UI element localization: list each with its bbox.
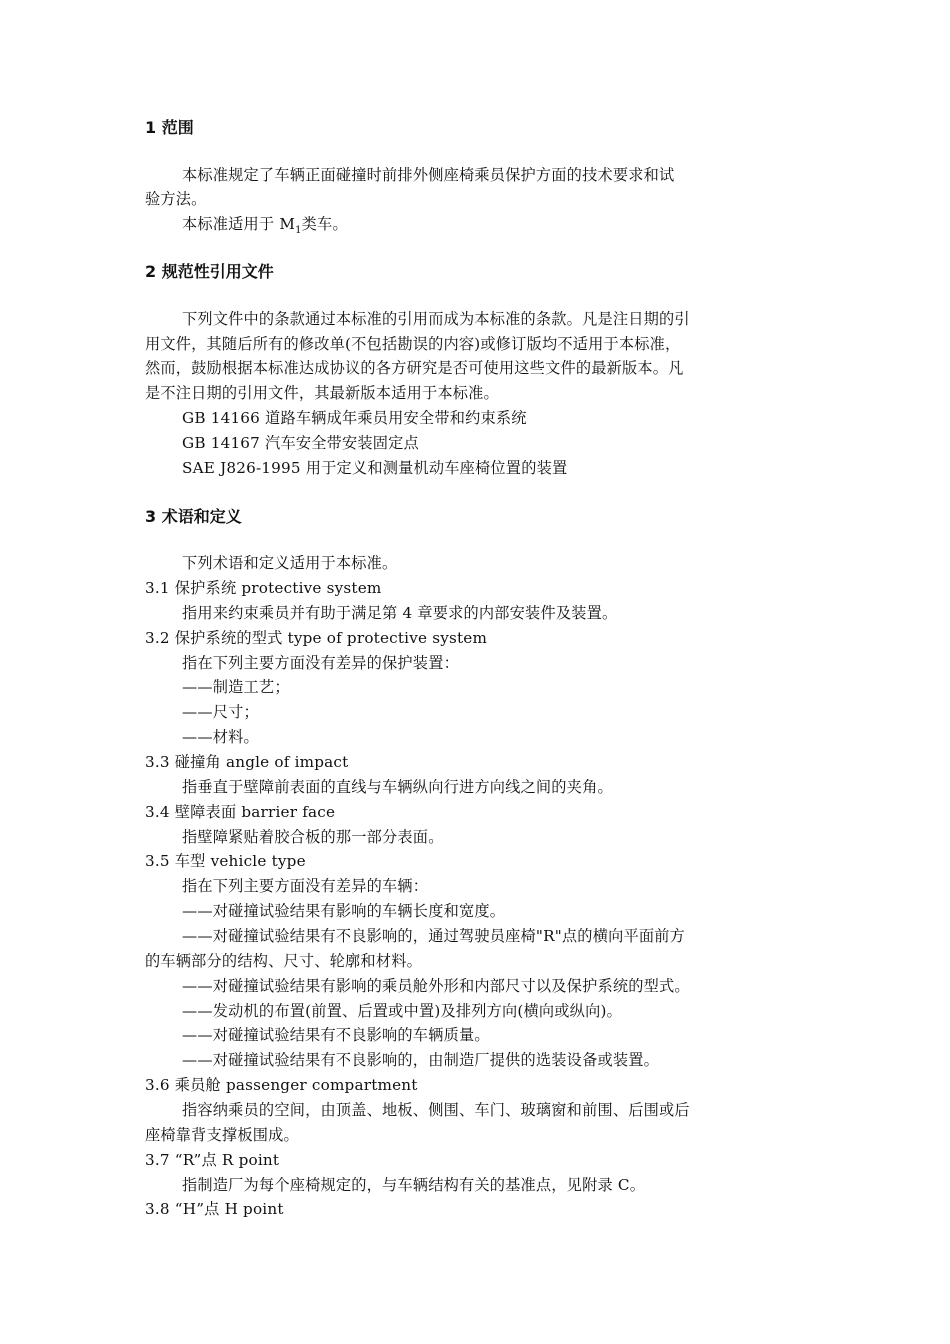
list-item: ——制造工艺； [182, 678, 290, 696]
list-item-continuation: 的车辆部分的结构、尺寸、轮廓和材料。 [145, 952, 422, 970]
term-3-1-definition: 指用来约束乘员并有助于满足第 4 章要求的内部安装件及装置。 [182, 604, 618, 622]
terms-intro: 下列术语和定义适用于本标准。 [182, 554, 398, 572]
term-3-1: 3.1 保护系统 protective system [145, 579, 382, 597]
term-3-6: 3.6 乘员舱 passenger compartment [145, 1076, 418, 1094]
normative-paragraph-line: 用文件，其随后所有的修改单(不包括勘误的内容)或修订版均不适用于本标准， [145, 335, 681, 353]
reference-item: GB 14166 道路车辆成年乘员用安全带和约束系统 [182, 409, 527, 427]
term-3-6-definition-continuation: 座椅靠背支撑板围成。 [145, 1126, 299, 1144]
term-3-5-definition: 指在下列主要方面没有差异的车辆： [182, 877, 429, 895]
scope-paragraph-line: 验方法。 [145, 190, 207, 208]
term-3-3-definition: 指垂直于壁障前表面的直线与车辆纵向行进方向线之间的夹角。 [182, 778, 613, 796]
scope-paragraph-line: 本标准规定了车辆正面碰撞时前排外侧座椅乘员保护方面的技术要求和试 [182, 166, 675, 184]
reference-item: GB 14167 汽车安全带安装固定点 [182, 434, 419, 452]
term-3-7-definition: 指制造厂为每个座椅规定的，与车辆结构有关的基准点，见附录 C。 [182, 1176, 646, 1194]
term-3-2-definition: 指在下列主要方面没有差异的保护装置： [182, 654, 459, 672]
list-item: ——对碰撞试验结果有影响的乘员舱外形和内部尺寸以及保护系统的型式。 [182, 977, 690, 995]
section-3-heading: 3 术语和定义 [145, 507, 242, 526]
normative-paragraph-line: 下列文件中的条款通过本标准的引用而成为本标准的条款。凡是注日期的引 [182, 310, 690, 328]
term-3-7: 3.7 “R”点 R point [145, 1151, 280, 1169]
section-2-heading: 2 规范性引用文件 [145, 262, 274, 281]
term-3-4: 3.4 壁障表面 barrier face [145, 803, 336, 821]
list-item: ——对碰撞试验结果有不良影响的，由制造厂提供的选装设备或装置。 [182, 1051, 660, 1069]
list-item: ——材料。 [182, 728, 259, 746]
list-item: ——尺寸； [182, 703, 259, 721]
term-3-8: 3.8 “H”点 H point [145, 1200, 284, 1218]
list-item: ——对碰撞试验结果有影响的车辆长度和宽度。 [182, 902, 506, 920]
reference-item: SAE J826-1995 用于定义和测量机动车座椅位置的装置 [182, 459, 568, 477]
list-item: ——对碰撞试验结果有不良影响的，通过驾驶员座椅"R"点的横向平面前方 [182, 927, 686, 945]
list-item: ——发动机的布置(前置、后置或中置)及排列方向(横向或纵向)。 [182, 1002, 622, 1020]
term-3-5: 3.5 车型 vehicle type [145, 852, 306, 870]
term-3-6-definition: 指容纳乘员的空间，由顶盖、地板、侧围、车门、玻璃窗和前围、后围或后 [182, 1101, 690, 1119]
normative-paragraph-line: 是不注日期的引用文件，其最新版本适用于本标准。 [145, 384, 499, 402]
section-1-heading: 1 范围 [145, 118, 194, 137]
term-3-2: 3.2 保护系统的型式 type of protective system [145, 629, 488, 647]
list-item: ——对碰撞试验结果有不良影响的车辆质量。 [182, 1026, 490, 1044]
term-3-3: 3.3 碰撞角 angle of impact [145, 753, 349, 771]
term-3-4-definition: 指壁障紧贴着胶合板的那一部分表面。 [182, 828, 444, 846]
normative-paragraph-line: 然而，鼓励根据本标准达成协议的各方研究是否可使用这些文件的最新版本。凡 [145, 359, 684, 377]
scope-applicability: 本标准适用于 $M_1$类车。 [182, 215, 348, 237]
